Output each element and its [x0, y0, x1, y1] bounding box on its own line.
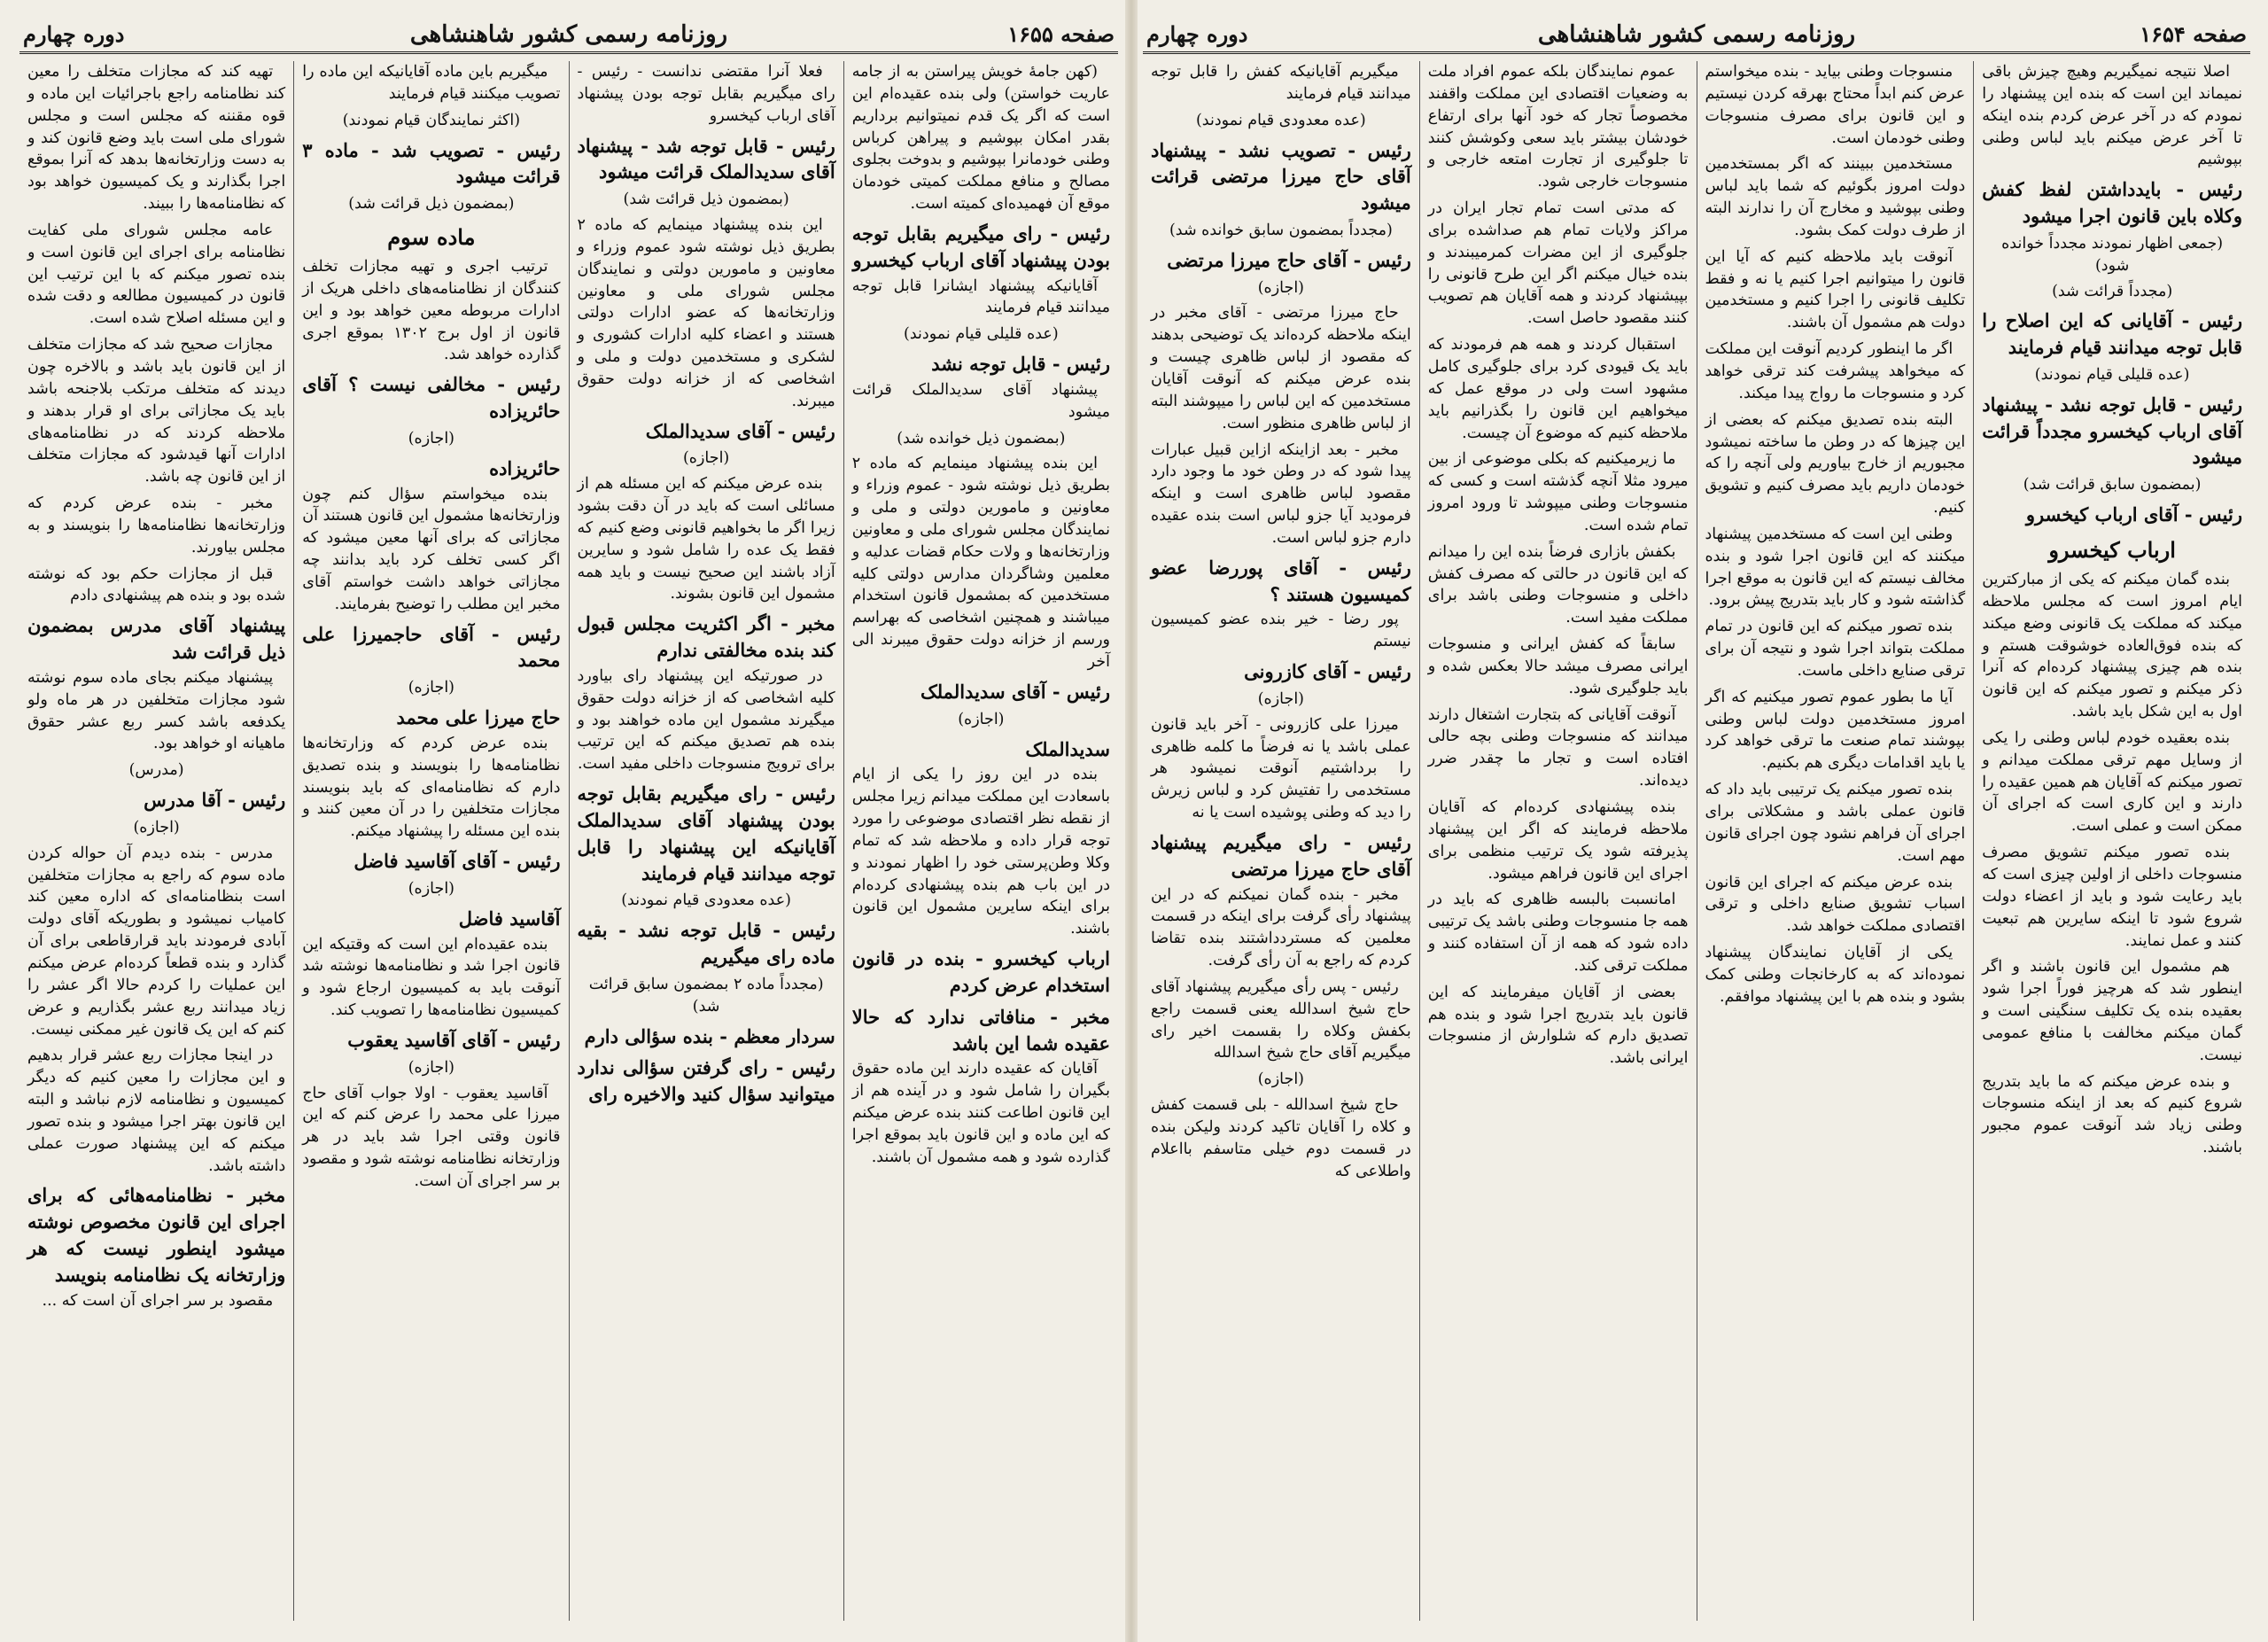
- speaker-line: رئیس - قابل توجه نشد: [931, 353, 1110, 376]
- paragraph: بنده در این روز را یکی از ایام باسعادت این مملکت میدانم زیرا مجلس از نقطه نظر اقتصادی موضوعی را مورد توجه قرار داده و ملاحظه شد که تمام وکلا وطن‌پرستی خود را اظهار نمودند و در این باب هم بنده پیشنهادی کرده‌ام برای اینکه سایرین مشمول این قانون باشند.: [851, 766, 1110, 938]
- paragraph: پیشنهاد آقای سدیدالملک قرائت میشود: [851, 380, 1110, 421]
- paragraph: در اینجا مجازات ربع عشر قرار بدهیم و این مجازات را معین کنیم که دیگر کمیسیون و نظامنامه لازم نباشد و البته این قانون بهتر اجرا میشود و بنده تصور میکنم که این پیشنهاد صورت عملی داشته باشد.: [27, 1047, 286, 1175]
- speaker-line: مخبر - اگر اکثریت مجلس قبول کند بنده مخالفتی ندارم: [577, 612, 835, 662]
- parenthetical-note: (بمضمون ذیل قرائت شد): [623, 191, 789, 209]
- paragraph: عموم نمایندگان بلکه عموم افراد ملت به وضعیات اقتصادی این مملکت واقفند مخصوصاً تجار که خود آنها برای ارتفاع خودشان بیشتر باید سعی وکوشش کنند تا جلوگیری از تجارت امتعه خارجی و منسوجات خارجی شود.: [1427, 63, 1689, 191]
- speaker-line: حاج میرزا علی محمد: [396, 706, 561, 729]
- page-header: [1143, 16, 2250, 54]
- speaker-line: سردار معظم - بنده سؤالی دارم: [584, 1024, 835, 1047]
- newspaper-title: روزنامه رسمی کشور شاهنشاهی: [409, 21, 728, 48]
- paragraph: بنده تصور میکنم یک ترتیبی باید داد که قانون عملی باشد و مشکلاتی برای اجرای آن فراهم نشود چون اجرای قانون مهم است.: [1705, 781, 1966, 865]
- speaker-line: رئیس - رای میگیریم بقابل توجه بودن پیشنهاد آقای سدیدالملک آقایانیکه این پیشنهاد را قابل توجه میدانند قیام فرمایند: [577, 782, 835, 884]
- paragraph: مخبر - بعد ازاینکه ازاین قبیل عبارات پیدا شود که در وطن خود ما وجود دارد مقصود لباس ظاهری است و اینکه فرمودید آیا جزو لباس است بنده عقیده دارم جزو لباس است.: [1151, 440, 1411, 547]
- section-heading: ارباب کیخسرو: [2048, 536, 2176, 563]
- parenthetical-note: (اجازه): [682, 449, 730, 468]
- paragraph: مجازات صحیح شد که مجازات متخلف از این قانون باید باشد و بالاخره چون دیدند که متخلف مرتکب بلاجنحه باشد باید یک مجازاتی برای او قرار بدهند و ملاحظه کردند که در نظامنامه‌های ادارات آنها قیدشود که مجازات متخلف از این قانون چه باشد.: [27, 336, 286, 486]
- paragraph: سابقاً که کفش ایرانی و منسوجات ایرانی مصرف میشد حالا بعکس شده و باید جلوگیری شود.: [1427, 635, 1689, 697]
- paragraph: بنده تصور میکنم که این قانون در تمام مملکت بتواند اجرا شود و نتیجه آن برای ترقی صنایع داخلی ماست.: [1705, 618, 1966, 680]
- paragraph: البته بنده تصدیق میکنم که بعضی از این چیزها که در وطن ما ساخته نمیشود مجبوریم از خارج بیاوریم ولی آنچه را که خودمان داریم باید مصرف کنیم و تشویق کنیم.: [1705, 410, 1966, 518]
- speaker-line: رئیس - قابل توجه نشد - پیشنهاد آقای ارباب کیخسرو مجدداً قرائت میشود: [1982, 393, 2242, 469]
- paragraph: بنده پیشنهادی کرده‌ام که آقایان ملاحظه فرمایند که اگر این پیشنهاد پذیرفته شود یک ترتیب منظمی برای اجرای این قانون فراهم میشود.: [1427, 798, 1689, 883]
- paragraph: وطنی این است که مستخدمین پیشنهاد میکنند که این قانون اجرا شود و بنده مخالف نیستم که این قانون به موقع اجرا گذاشته شود و کار باید بتدریج پیش برود.: [1705, 525, 1966, 610]
- parenthetical-note: (مجدداً بمضمون سابق خوانده شد): [1169, 221, 1393, 239]
- speaker-line: رئیس - آقای کازرونی: [1244, 660, 1411, 683]
- paragraph: آنوقت آقایانی که بتجارت اشتغال دارند میدانند که منسوجات وطنی بچه حالی افتاده است و تجار ما چقدر ضرر دیده‌اند.: [1427, 705, 1689, 790]
- page-number: صفحه ۱۶۵۵: [1007, 21, 1115, 47]
- speaker-line: رئیس - آقای پوررضا عضو کمیسیون هستند ؟: [1151, 556, 1411, 605]
- speaker-line: آقاسید فاضل: [458, 907, 561, 930]
- parenthetical-note: (مدرس): [128, 761, 184, 780]
- paragraph: آقایانیکه پیشنهاد ایشانرا قابل توجه میدانند قیام فرمایند: [851, 276, 1110, 317]
- paragraph: حاج شیخ اسدالله - بلی قسمت کفش و کلاه را آقایان تاکید کردند ولیکن بنده در قسمت دوم خیلی متاسفم بااعلام واطلاعی که: [1151, 1096, 1411, 1180]
- paragraph: ما زیرمیکنیم که بکلی موضوعی از بین میرود مثلا آنچه گذشته است و کسی که منسوجات وطنی میپوشد تا ورود امروز تمام شده است.: [1427, 450, 1689, 534]
- paragraph: مخبر - بنده عرض کردم که وزارتخانه‌ها نظامنامه‌ها را بنویسند و به مجلس بیاورند.: [27, 494, 286, 556]
- paragraph: این بنده پیشنهاد مینمایم که ماده ۲ بطریق ذیل نوشته شود - عموم وزراء و معاونین و مامورین دولتی و ملی و نمایندگان مجلس شورای ملی و معاونین وزارتخانه‌ها و ولات حکام قضات عدلیه و معلمین وشاگردان مدارس دولتی کلیه مستخدمین که بمشمول قانون استخدام میباشند و همچنین اشخاصی که بهراسم ورسم از خزانه دولت حقوق میبرند الی آخر: [851, 455, 1110, 671]
- speaker-line: رئیس - آقای حاجمیرزا علی محمد: [302, 622, 561, 672]
- speaker-line: رئیس - تصویب نشد - پیشنهاد آقای حاج میرزا مرتضی قرائت میشود: [1151, 138, 1411, 214]
- page-1654: [1143, 16, 2250, 1624]
- speaker-line: رئیس - آقای سدیدالملک: [920, 680, 1110, 703]
- section-heading: ماده سوم: [387, 224, 476, 250]
- parenthetical-note: (اجازه): [408, 679, 455, 697]
- parenthetical-note: (اجازه): [1257, 689, 1305, 708]
- paragraph: در صورتیکه این پیشنهاد رای بیاورد کلیه اشخاصی که از خزانه دولت حقوق میگیرند مشمول این ماده خواهند بود و بنده هم تصدیق میکنم که این ترتیب برای ترویج منسوجات داخلی مفید است.: [577, 666, 835, 774]
- paragraph: بنده بعقیده خودم لباس وطنی را یکی از وسایل مهم ترقی مملکت میدانم و تصور میکنم که آقایان هم همین عقیده را دارند و این کاری است که اجرای آن ممکن است و عملی است.: [1982, 728, 2242, 836]
- speaker-line: رئیس - آقای ارباب کیخسرو: [2025, 503, 2242, 526]
- text-column: [19, 61, 293, 1621]
- column-group: [1143, 61, 2250, 1621]
- speaker-line: رئیس - قابل توجه شد - پیشنهاد آقای سدیدالملک قرائت میشود: [577, 134, 835, 183]
- speaker-line: رئیس - رای میگیریم بقابل توجه بودن پیشنهاد آقای ارباب کیخسرو: [851, 222, 1110, 271]
- paragraph: آقایان که عقیده دارند این ماده حقوق بگیران را شامل شود و در آینده هم از این قانون اطاعت کنند بنده عرض میکنم که این ماده و این قانون باید بموقع اجرا گذارده شود و همه مشمول آن باشند.: [851, 1060, 1110, 1166]
- paragraph: بنده تصور میکنم تشویق مصرف منسوجات داخلی از اولین چیزی است که باید رعایت شود و باید از اعضاء دولت شروع شود تا اینکه سایرین هم تبعیت کنند و عمل نمایند.: [1982, 844, 2242, 950]
- paragraph: آیا ما بطور عموم تصور میکنیم که اگر امروز مستخدمین دولت لباس وطنی بپوشند تمام صنعت ما ترقی خواهد کرد یا باید اقدامات دیگری هم بکنیم.: [1705, 688, 1966, 773]
- paragraph: امانسبت بالبسه ظاهری که باید در همه جا منسوجات وطنی باشد یک ترتیبی داده شود که همه از آن استفاده کنند و مملکت ترقی کند.: [1427, 891, 1689, 975]
- paragraph: این بنده پیشنهاد مینمایم که ماده ۲ بطریق ذیل نوشته شود عموم وزراء و معاونین و مامورین دولتی و نمایندگان مجلس شورای ملی و معاونین وزارتخانه‌ها که عضو ادارات دولتی هستند و اعضاء کلیه ادارات کشوری و لشکری و مستخدمین دولت و ملی و اشخاصی که از خزانه دولت حقوق میبرند.: [577, 216, 835, 410]
- newspaper-title: روزنامه رسمی کشور شاهنشاهی: [1537, 21, 1856, 48]
- speaker-line: رئیس - قابل توجه نشد - بقیه ماده رای میگیریم: [577, 919, 835, 969]
- paragraph: میرزا علی کازرونی - آخر باید قانون عملی باشد یا نه فرضاً ما کلمه ظاهری را برداشتیم آنوقت نمیشود هر مستخدمی را تفتیش کرد و لباس زیرش را دید که وطنی پوشیده است یا نه: [1151, 715, 1411, 822]
- paragraph: تهیه کند که مجازات متخلف را معین کند نظامنامه راجع باجرائیات این ماده و قوه مقننه که مجلس است و مجلس شورای ملی است باید وضع قانون کند و به دست وزارتخانه‌ها بدهد که آنرا بموقع اجرا بگذارند و یک کمیسیون خواهد بود که نظامنامه‌ها را ببیند.: [27, 63, 286, 214]
- parenthetical-note: (اجازه): [1257, 278, 1305, 297]
- paragraph: بنده عقیده‌ام این است که وقتیکه این قانون اجرا شد و نظامنامه‌ها نوشته شد آنوقت باید به کمیسیون ارجاع شود و کمیسیون نظامنامه‌ها را تصویب کند.: [302, 935, 561, 1020]
- parenthetical-note: (اجازه): [408, 1058, 455, 1077]
- paragraph: یکی از آقایان نمایندگان پیشنهاد نموده‌اند که به کارخانجات وطنی کمک بشود و بنده هم با این پیشنهاد موافقم.: [1705, 944, 1966, 1006]
- speaker-line: رئیس - آقایانی که این اصلاح را قابل توجه میدانند قیام فرمایند: [1982, 309, 2242, 359]
- speaker-line: رئیس - آقای آقاسید یعقوب: [347, 1028, 561, 1051]
- paragraph: بنده عرض کردم که وزارتخانه‌ها نظامنامه‌ها را بنویسند و بنده تصدیق دارم که نظامنامه‌ای که باید بنویسند مجازات متخلفین را در آن معین کنند و بنده این مسئله را پیشنهاد میکنم.: [302, 734, 561, 841]
- text-column: [1697, 61, 1974, 1621]
- parenthetical-note: (عده قلیلی قیام نمودند): [2034, 366, 2190, 384]
- text-column: [293, 61, 568, 1621]
- speaker-line: مخبر - منافاتی ندارد که حالا عقیده شما این باشد: [851, 1005, 1110, 1054]
- paragraph: مقصود بر سر اجرای آن است که ...: [42, 1291, 274, 1310]
- speaker-line: مخبر - نظامنامه‌هائی که برای اجرای این قانون مخصوص نوشته میشود اینطور نیست که هر وزارتخانه یک نظامنامه بنویسد: [27, 1184, 286, 1286]
- parenthetical-note: (عده معدودی قیام نمودند): [621, 891, 792, 910]
- paragraph: میگیریم باین ماده آقایانیکه این ماده را تصویب میکنند قیام فرمایند: [302, 63, 561, 103]
- paragraph: فعلا آنرا مقتضی ندانست - رئیس - رای میگیریم بقابل توجه بودن پیشنهاد آقای ارباب کیخسرو: [577, 63, 835, 125]
- parenthetical-note: (اجازه): [133, 818, 180, 837]
- paragraph: عامه مجلس شورای ملی کفایت نظامنامه برای اجرای این قانون است و بنده تصور میکنم که با این ترتیب این قانون در کمیسیون مطالعه و دقت شده و این مسئله اصلاح شده است.: [27, 221, 286, 328]
- paragraph: ترتیب اجری و تهیه مجازات تخلف کنندگان از نظامنامه‌های داخلی هریک از ادارات مربوطه معین خواهد بود و این قانون از اول برج ۱۳۰۲ بموقع اجری گذارده خواهد شد.: [302, 258, 561, 364]
- paragraph: بعضی از آقایان میفرمایند که این قانون باید بتدریج اجرا شود و بنده هم تصدیق دارم که شلوارش از منسوجات ایرانی باشد.: [1427, 983, 1689, 1068]
- speaker-line: رئیس - بایدداشتن لفظ کفش وکلاه باین قانون اجرا میشود: [1982, 178, 2242, 228]
- paragraph: پیشنهاد میکنم بجای ماده سوم نوشته شود مجازات متخلفین در هر ماه ولو یکدفعه باشد کسر ربع عشر حقوق ماهیانه او خواهد بود.: [27, 668, 286, 753]
- parenthetical-note: (اجازه): [408, 429, 455, 447]
- paragraph: بنده میخواستم سؤال کنم چون وزارتخانه‌ها مشمول این قانون هستند آن مجازاتی که برای آنها معین میشود که اگر کسی تخلف کرد باید بدانند چه مجازاتی خواهد داشت خواستم آقای مخبر این مطلب را توضیح بفرمایند.: [302, 485, 561, 613]
- period-label: دوره چهارم: [23, 21, 125, 47]
- speaker-line: رئیس - آقا مدرس: [144, 789, 286, 812]
- paragraph: هم مشمول این قانون باشند و اگر اینطور شد که هرچیز فوراً اجرا شود بعقیده بنده یک تکلیف سنگینی است و گمان میکنم مخالفت با منافع عمومی نیست.: [1982, 958, 2242, 1064]
- paragraph: پور رضا - خیر بنده عضو کمیسیون نیستم: [1151, 611, 1411, 651]
- speaker-line: رئیس - تصویب شد - ماده ۳ قرائت میشود: [302, 138, 561, 188]
- speaker-line: ارباب کیخسرو - بنده در قانون استخدام عرض کردم: [851, 947, 1110, 996]
- paragraph: بنده گمان میکنم که یکی از مبارکترین ایام امروز است که مجلس ملاحظه میکند که مملکت یک قانونی وضع میکند که بنده فوق‌العاده خوشوقت هستم و بنده هم چیزی پیشنهاد کرده‌ام که آنرا ذکر میکنم و تصور میکنم که این قانون اول به این شکل باید باشد.: [1982, 571, 2242, 721]
- paragraph: اصلا نتیجه نمیگیریم وهیچ چیزش باقی نمیماند این است که بنده این پیشنهاد را نمودم که در آخر عرض کردم بنده اینکه تا آخر عرض میکنم باید لباس وطنی بپوشیم: [1982, 63, 2242, 169]
- speaker-line: رئیس - آقای سدیدالملک: [645, 419, 835, 442]
- paragraph: قبل از مجازات حکم بود که نوشته شده بود و بنده هم پیشنهادی دادم: [27, 564, 286, 605]
- paragraph: رئیس - پس رأی میگیریم پیشنهاد آقای حاج شیخ اسدالله یعنی قسمت راجع بکفش وکلاه را بقسمت اخیر رای میگیریم آقای حاج شیخ اسدالله: [1151, 977, 1411, 1062]
- paragraph: اگر ما اینطور کردیم آنوقت این مملکت که میخواهد پیشرفت کند ترقی خواهد کرد و منسوجات ما رواج پیدا میکند.: [1705, 340, 1966, 402]
- paragraph: که مدتی است تمام تجار ایران در مراکز ولایات تمام هم صداشده برای جلوگیری از این مضرات کمرمیبندند و بنده خیال میکنم اگر این طرح قانونی را بپیشنهاد کردند و همه آقایان هم تصویب کنند مقصود حاصل است.: [1427, 199, 1689, 328]
- speaker-line: سدیدالملک: [1025, 737, 1110, 760]
- text-column: [1419, 61, 1697, 1621]
- parenthetical-note: (عده قلیلی قیام نمودند): [904, 325, 1059, 344]
- paragraph: مدرس - بنده دیدم آن حواله کردن ماده سوم که راجع به مجازات متخلفین است بنظامنامه‌ای که اداره معین کند کامیاب نمیشود و بطوریکه آقای دولت آبادی فرمودند باید قرارقاطعی برای آن گذارد و بنده قطعاً کرده‌ام عرض میکنم این عملیات را کردم حالا اگر عشر را زیاد میدانند ربع عشر بگذاریم و عرض کنم که این یک قانون غیر ممکنی نیست.: [27, 844, 286, 1039]
- text-column: [843, 61, 1118, 1621]
- speaker-line: رئیس - آقای آقاسید فاضل: [353, 850, 561, 873]
- paragraph: بنده عرض میکنم که این مسئله هم از مسائلی است که باید در آن دقت بشود زیرا اگر ما بخواهیم قانونی وضع کنیم که فقط یک عده را شامل شود و سایرین آزاد باشند این صحیح نیست و باید همه مشمول این قانون بشوند.: [577, 475, 835, 603]
- parenthetical-note: (بمضمون ذیل خوانده شد): [897, 429, 1066, 447]
- period-label: دوره چهارم: [1146, 21, 1248, 47]
- parenthetical-note: (جمعی اظهار نمودند مجدداً خوانده شود): [2001, 234, 2224, 275]
- page-header: [19, 16, 1118, 54]
- paragraph: آقاسید یعقوب - اولا جواب آقای حاج میرزا علی محمد را عرض کنم که این قانون وقتی اجرا شد باید در هر وزارتخانه نظامنامه نوشته شود و مقصود بر سر اجرای آن است.: [302, 1084, 561, 1191]
- parenthetical-note: (عده معدودی قیام نمودند): [1195, 111, 1366, 129]
- paragraph: مخبر - بنده گمان نمیکنم که در این پیشنهاد رأی گرفت برای اینکه در قسمت معلمین که مستردداشتند بنده تقاضا کردم که راجع به آن رأی گرفت.: [1151, 885, 1411, 970]
- paragraph: آنوقت باید ملاحظه کنیم که آیا این قانون را میتوانیم اجرا کنیم یا نه و فقط تکلیف قانونی را اجرا کنیم و مستخدمین دولت هم مشمول آن باشند.: [1705, 247, 1966, 332]
- parenthetical-note: (مجدداً قرائت شد): [2052, 282, 2173, 300]
- speaker-line: پیشنهاد آقای مدرس بمضمون ذیل قرائت شد: [27, 614, 286, 664]
- text-column: [569, 61, 843, 1621]
- paragraph: میگیریم آقایانیکه کفش را قابل توجه میدانند قیام فرمایند: [1151, 63, 1411, 103]
- speaker-line: رئیس - مخالفی نیست ؟ آقای حائریزاده: [302, 373, 561, 423]
- speaker-line: رئیس - آقای حاج میرزا مرتضی: [1167, 248, 1411, 271]
- parenthetical-note: (مجدداً ماده ۲ بمضمون سابق قرائت شد): [588, 975, 824, 1016]
- column-group: [19, 61, 1118, 1621]
- page-gutter: [1125, 0, 1138, 1642]
- parenthetical-note: (بمضمون ذیل قرائت شد): [348, 195, 515, 214]
- paragraph: بنده عرض میکنم که اجرای این قانون اسباب تشویق صنایع داخلی و ترقی اقتصادی مملکت خواهد شد.: [1705, 873, 1966, 936]
- speaker-line: رئیس - رای میگیریم پیشنهاد آقای حاج میرزا مرتضی: [1151, 830, 1411, 880]
- parenthetical-note: (اجازه): [1257, 1070, 1305, 1089]
- parenthetical-note: (اجازه): [958, 710, 1005, 728]
- paragraph: بکفش بازاری فرضاً بنده این را میدانم که این قانون در حالتی که مصرف کفش داخلی و منسوجات وطنی باشد برای مملکت مفید است.: [1427, 542, 1689, 627]
- speaker-line: رئیس - رای گرفتن سؤالی ندارد میتوانید سؤال کنید والاخیره رای: [577, 1056, 835, 1106]
- text-column: [1973, 61, 2250, 1621]
- paragraph: و بنده عرض میکنم که ما باید بتدریج شروع کنیم که بعد از اینکه منسوجات وطنی زیاد شد آنوقت عموم مجبور باشند.: [1982, 1072, 2242, 1157]
- paragraph: استقبال کردند و همه هم فرمودند که باید یک قیودی کرد برای جلوگیری کامل مشهود است ولی در موقع عمل که میخواهیم این قانون را بگذرانیم باید ملاحظه کنیم که موضوع آن چیست.: [1427, 336, 1689, 442]
- parenthetical-note: (اکثر نمایندگان قیام نمودند): [342, 111, 521, 129]
- paragraph: حاج میرزا مرتضی - آقای مخبر در اینکه ملاحظه کرده‌اند یک توضیحی بدهند که مقصود از لباس ظاهری چیست و بنده عرض میکنم که آنوقت آقایان مستخدمین که این لباس را میپوشند البته از لباس ظاهری منظور است.: [1151, 304, 1411, 432]
- parenthetical-note: (بمضمون سابق قرائت شد): [2023, 476, 2202, 494]
- speaker-line: حائریزاده: [489, 456, 561, 479]
- paragraph: منسوجات وطنی بیاید - بنده میخواستم عرض کنم ابداً محتاج بهرقه کردن نیستیم و این قانون برای مصرف منسوجات وطنی خودمان است.: [1705, 63, 1966, 147]
- parenthetical-note: (اجازه): [408, 879, 455, 898]
- paragraph: مستخدمین ببینند که اگر بمستخدمین دولت امروز بگوئیم که شما باید لباس وطنی بپوشید و مخارج آن را ندارند البته از طرف دولت کمک بشود.: [1705, 155, 1966, 239]
- page-number: صفحه ۱۶۵۴: [2140, 21, 2247, 47]
- paragraph: (کهن جامهٔ خویش پیراستن به از جامه عاریت خواستن) ولی بنده عقیده‌ام این است که اگر یک قدم نمیتوانیم برداریم بقدر امکان بپوشیم و پیراهن کرباس وطنی خودمانرا بپوشیم و بدوخت بجلوی مصالح و منافع مملکت کمیتی خودمان موقع آن فهمیده‌ای کمیته است.: [851, 63, 1110, 214]
- page-1655: [19, 16, 1118, 1624]
- text-column: [1143, 61, 1419, 1621]
